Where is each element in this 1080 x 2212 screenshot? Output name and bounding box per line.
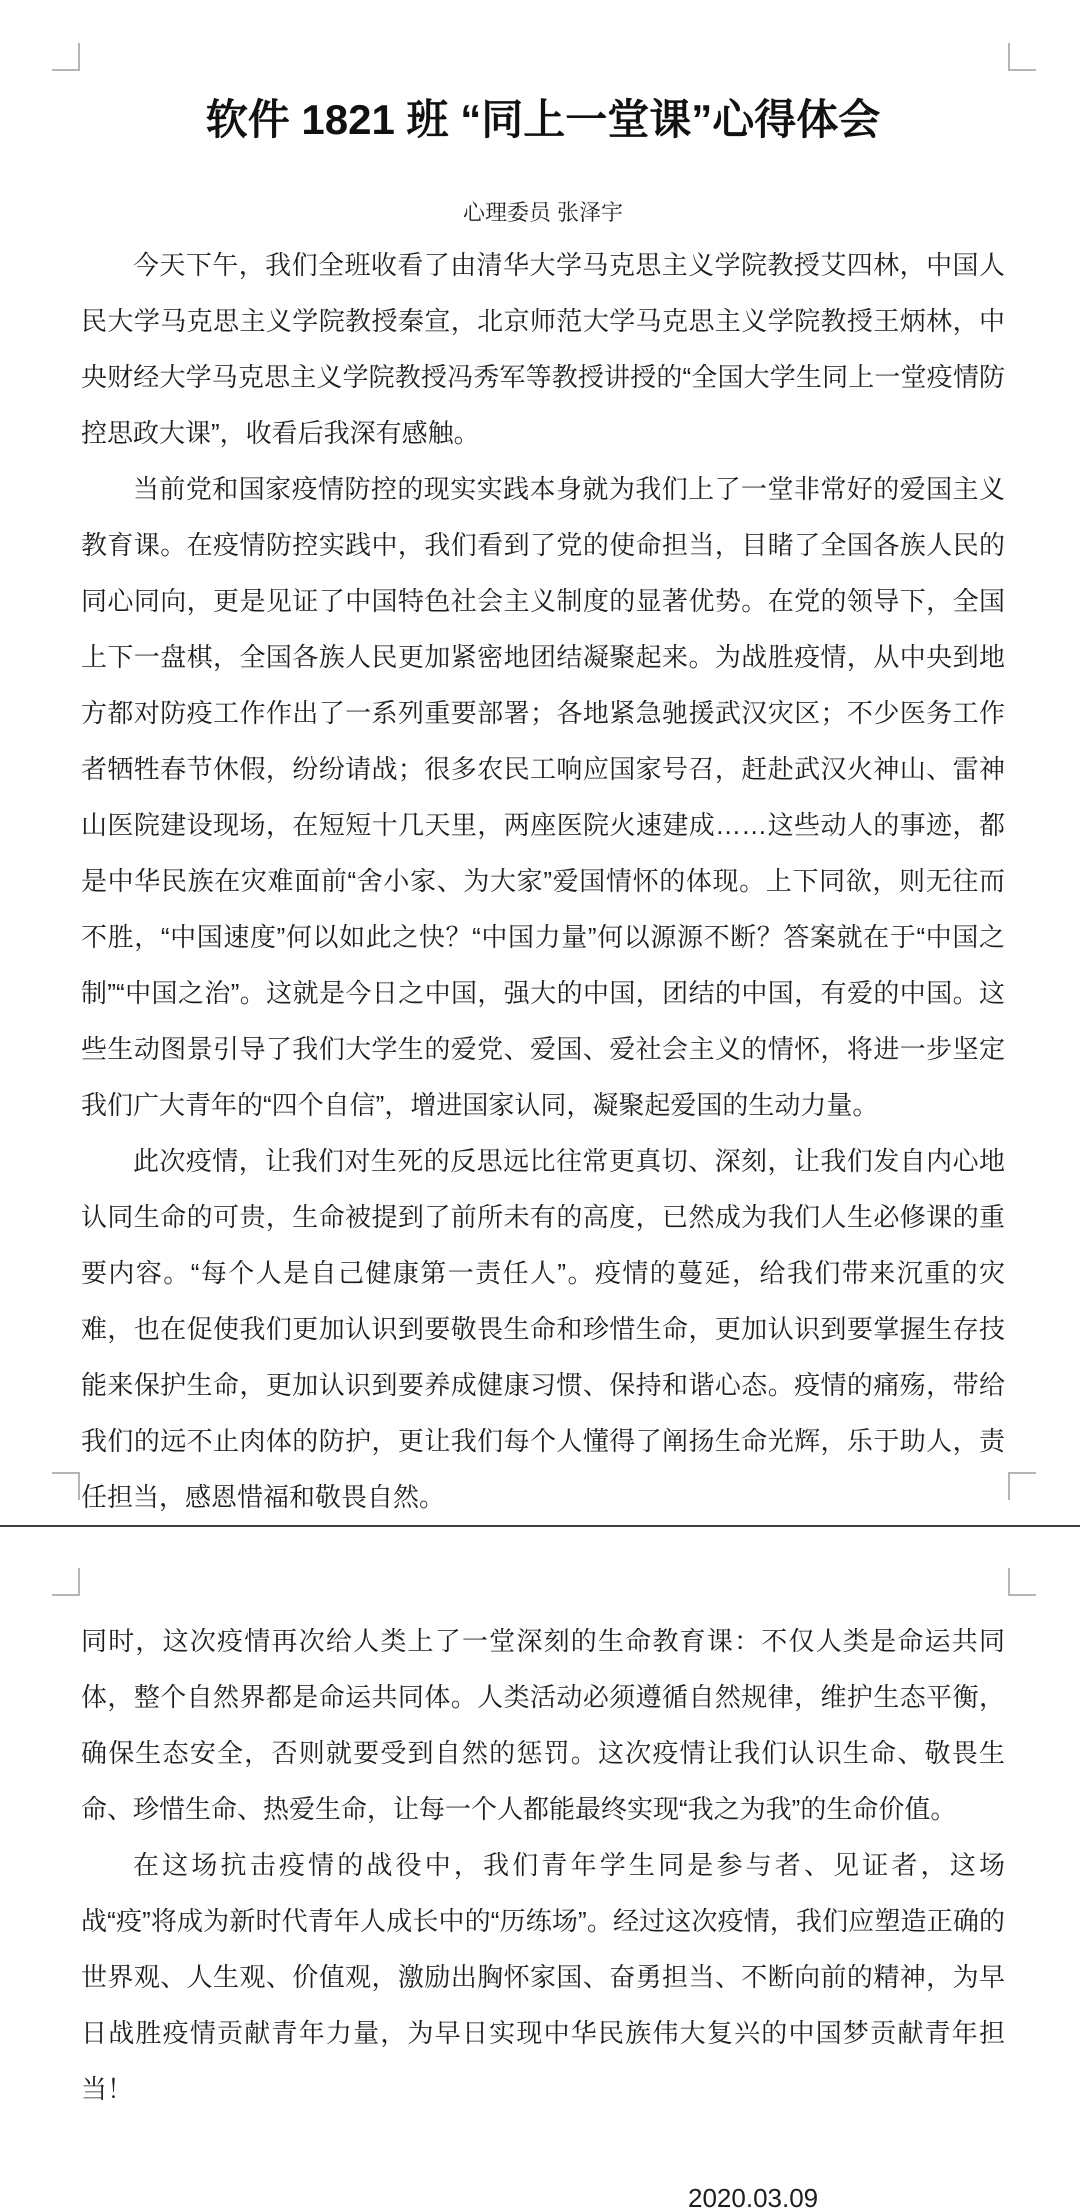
page1-top-right-margin-mark [1008,43,1036,71]
page-2 [81,1613,1005,2212]
document-date: 2020.03.09 [688,2183,819,2212]
page1-top-left-margin-mark [52,43,80,71]
page1-bottom-right-margin-mark [1008,1472,1036,1500]
paragraph-5: 在这场抗击疫情的战役中，我们青年学生同是参与者、见证者，这场战“疫”将成为新时代青年人成长中的“历练场”。经过这次疫情，我们应塑造正确的世界观、人生观、价值观，激励出胸怀家国、奋勇担当、不断向前的精神，为早日战胜疫情贡献青年力量，为早日实现中华民族伟大复兴的中国梦贡献青年担当！ [81,1850,1005,2104]
page2-top-left-margin-mark [52,1568,80,1596]
paragraph-1: 今天下午，我们全班收看了由清华大学马克思主义学院教授艾四林，中国人民大学马克思主义学院教授秦宣，北京师范大学马克思主义学院教授王炳林，中央财经大学马克思主义学院教授冯秀军等教授讲授的“全国大学生同上一堂疫情防控思政大课”，收看后我深有感触。 [81,250,1005,448]
page2-top-right-margin-mark [1008,1568,1036,1596]
page1-body [81,237,1005,1525]
document-byline: 心理委员 张泽宇 [462,200,624,225]
paragraph-3: 此次疫情，让我们对生死的反思远比往常更真切、深刻，让我们发自内心地认同生命的可贵，生命被提到了前所未有的高度，已然成为我们人生必修课的重要内容。“每个人是自己健康第一责任人”。疫情的蔓延，给我们带来沉重的灾难，也在促使我们更加认识到要敬畏生命和珍惜生命，更加认识到要掌握生存技能来保护生命，更加认识到要养成健康习惯、保持和谐心态。疫情的痛殇，带给我们的远不止肉体的防护，更让我们每个人懂得了阐扬生命光辉，乐于助人，责任担当，感恩惜福和敬畏自然。 [81,1146,1005,1512]
document-title: 软件 1821 班 “同上一堂课”心得体会 [205,96,881,143]
paragraph-4: 同时，这次疫情再次给人类上了一堂深刻的生命教育课：不仅人类是命运共同体，整个自然界都是命运共同体。人类活动必须遵循自然规律，维护生态平衡，确保生态安全，否则就要受到自然的惩罚。这次疫情让我们认识生命、敬畏生命、珍惜生命、热爱生命，让每一个人都能最终实现“我之为我”的生命价值。 [81,1626,1005,1824]
page1-bottom-left-margin-mark [52,1472,80,1500]
page-break-separator [0,1525,1080,1527]
paragraph-2: 当前党和国家疫情防控的现实实践本身就为我们上了一堂非常好的爱国主义教育课。在疫情防控实践中，我们看到了党的使命担当，目睹了全国各族人民的同心同向，更是见证了中国特色社会主义制度的显著优势。在党的领导下，全国上下一盘棋，全国各族人民更加紧密地团结凝聚起来。为战胜疫情，从中央到地方都对防疫工作作出了一系列重要部署；各地紧急驰援武汉灾区；不少医务工作者牺牲春节休假，纷纷请战；很多农民工响应国家号召，赶赴武汉火神山、雷神山医院建设现场，在短短十几天里，两座医院火速建成……这些动人的事迹，都是中华民族在灾难面前“舍小家、为大家”爱国情怀的体现。上下同欲，则无往而不胜，“中国速度”何以如此之快？“中国力量”何以源源不断？答案就在于“中国之制”“中国之治”。这就是今日之中国，强大的中国，团结的中国，有爱的中国。这些生动图景引导了我们大学生的爱党、爱国、爱社会主义的情怀，将进一步坚定我们广大青年的“四个自信”，增进国家认同，凝聚起爱国的生动力量。 [81,474,1005,1120]
page-1 [81,0,1005,1525]
